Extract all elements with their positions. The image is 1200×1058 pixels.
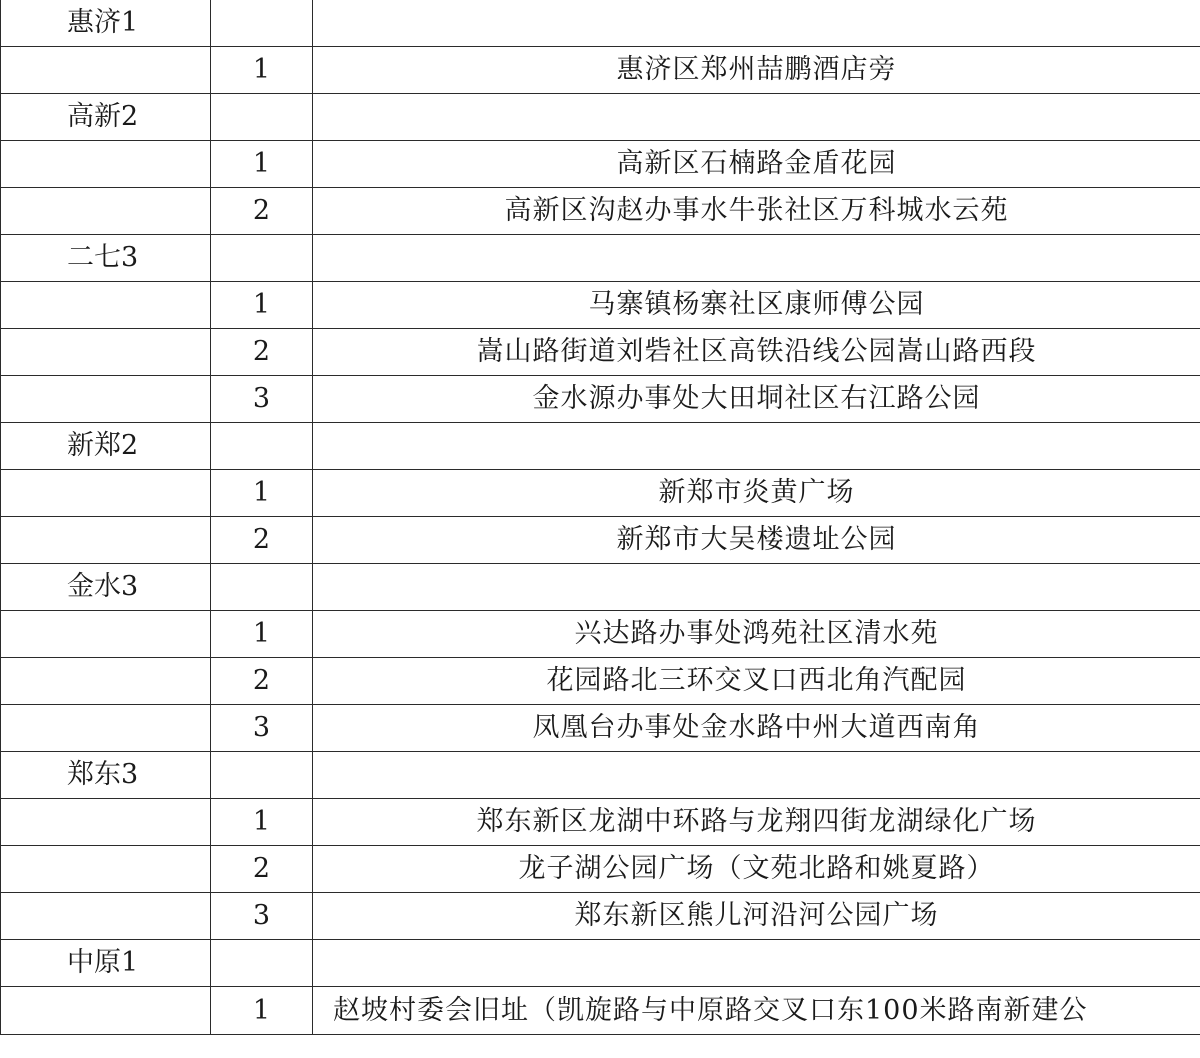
- table-row: [1, 940, 1200, 987]
- site-address-cell: [313, 752, 1200, 799]
- table-row: [1, 846, 1200, 893]
- site-number-cell: 2: [211, 846, 313, 893]
- table-row: [1, 987, 1200, 1035]
- site-address-cell: 花园路北三环交叉口西北角汽配园: [313, 658, 1200, 705]
- site-number-cell: [211, 752, 313, 799]
- site-number-cell: 1: [211, 799, 313, 846]
- district-cell: 金水3: [1, 564, 211, 611]
- district-cell: [1, 893, 211, 940]
- table-row: [1, 470, 1200, 517]
- table-row: [1, 235, 1200, 282]
- district-cell: [1, 799, 211, 846]
- site-number-cell: 1: [211, 282, 313, 329]
- district-cell: [1, 658, 211, 705]
- site-address-cell: [313, 423, 1200, 470]
- site-address-cell: 郑东新区龙湖中环路与龙翔四街龙湖绿化广场: [313, 799, 1200, 846]
- site-address-cell: 金水源办事处大田垌社区右江路公园: [313, 376, 1200, 423]
- site-number-cell: 1: [211, 470, 313, 517]
- site-address-cell: [313, 940, 1200, 987]
- table-row: [1, 329, 1200, 376]
- table-row: [1, 0, 1200, 47]
- site-number-cell: 1: [211, 987, 313, 1035]
- site-address-cell: [313, 0, 1200, 47]
- table-body: [1, 0, 1200, 1035]
- district-cell: 郑东3: [1, 752, 211, 799]
- site-number-cell: 3: [211, 705, 313, 752]
- site-number-cell: 2: [211, 329, 313, 376]
- site-address-cell: [313, 564, 1200, 611]
- table-row: [1, 282, 1200, 329]
- district-cell: [1, 611, 211, 658]
- site-address-cell: 惠济区郑州喆鹏酒店旁: [313, 47, 1200, 94]
- site-address-cell: 高新区沟赵办事水牛张社区万科城水云苑: [313, 188, 1200, 235]
- site-address-cell: 兴达路办事处鸿苑社区清水苑: [313, 611, 1200, 658]
- site-address-cell: 郑东新区熊儿河沿河公园广场: [313, 893, 1200, 940]
- site-address-cell: 赵坡村委会旧址（凯旋路与中原路交叉口东100米路南新建公: [313, 987, 1200, 1035]
- site-number-cell: [211, 940, 313, 987]
- site-number-cell: [211, 423, 313, 470]
- site-number-cell: [211, 235, 313, 282]
- district-cell: [1, 141, 211, 188]
- site-address-cell: 新郑市大吴楼遗址公园: [313, 517, 1200, 564]
- table-row: [1, 705, 1200, 752]
- district-cell: [1, 846, 211, 893]
- site-number-cell: 1: [211, 141, 313, 188]
- district-cell: 高新2: [1, 94, 211, 141]
- district-cell: 中原1: [1, 940, 211, 987]
- table-row: [1, 752, 1200, 799]
- site-number-cell: 2: [211, 658, 313, 705]
- table-row: [1, 658, 1200, 705]
- table-row: [1, 94, 1200, 141]
- site-address-cell: 马寨镇杨寨社区康师傅公园: [313, 282, 1200, 329]
- table-row: [1, 517, 1200, 564]
- district-cell: [1, 705, 211, 752]
- site-number-cell: 2: [211, 517, 313, 564]
- district-cell: [1, 282, 211, 329]
- site-address-cell: 龙子湖公园广场（文苑北路和姚夏路）: [313, 846, 1200, 893]
- table-row: [1, 799, 1200, 846]
- table-row: [1, 423, 1200, 470]
- site-address-cell: [313, 235, 1200, 282]
- site-number-cell: 3: [211, 376, 313, 423]
- district-cell: [1, 987, 211, 1035]
- site-number-cell: 2: [211, 188, 313, 235]
- district-cell: [1, 470, 211, 517]
- site-number-cell: [211, 0, 313, 47]
- table-row: [1, 376, 1200, 423]
- site-number-cell: [211, 94, 313, 141]
- site-number-cell: 3: [211, 893, 313, 940]
- district-cell: [1, 376, 211, 423]
- district-cell: 二七3: [1, 235, 211, 282]
- site-address-cell: 高新区石楠路金盾花园: [313, 141, 1200, 188]
- site-address-cell: [313, 94, 1200, 141]
- table-row: [1, 611, 1200, 658]
- district-cell: 新郑2: [1, 423, 211, 470]
- site-number-cell: [211, 564, 313, 611]
- district-cell: [1, 329, 211, 376]
- site-number-cell: 1: [211, 47, 313, 94]
- site-address-cell: 嵩山路街道刘砦社区高铁沿线公园嵩山路西段: [313, 329, 1200, 376]
- district-cell: [1, 188, 211, 235]
- site-address-cell: 新郑市炎黄广场: [313, 470, 1200, 517]
- district-cell: [1, 517, 211, 564]
- site-number-cell: 1: [211, 611, 313, 658]
- table-row: [1, 564, 1200, 611]
- district-cell: [1, 47, 211, 94]
- table-row: [1, 893, 1200, 940]
- table-row: [1, 141, 1200, 188]
- table-row: [1, 188, 1200, 235]
- table-row: [1, 47, 1200, 94]
- site-address-cell: 凤凰台办事处金水路中州大道西南角: [313, 705, 1200, 752]
- district-cell: 惠济1: [1, 0, 211, 47]
